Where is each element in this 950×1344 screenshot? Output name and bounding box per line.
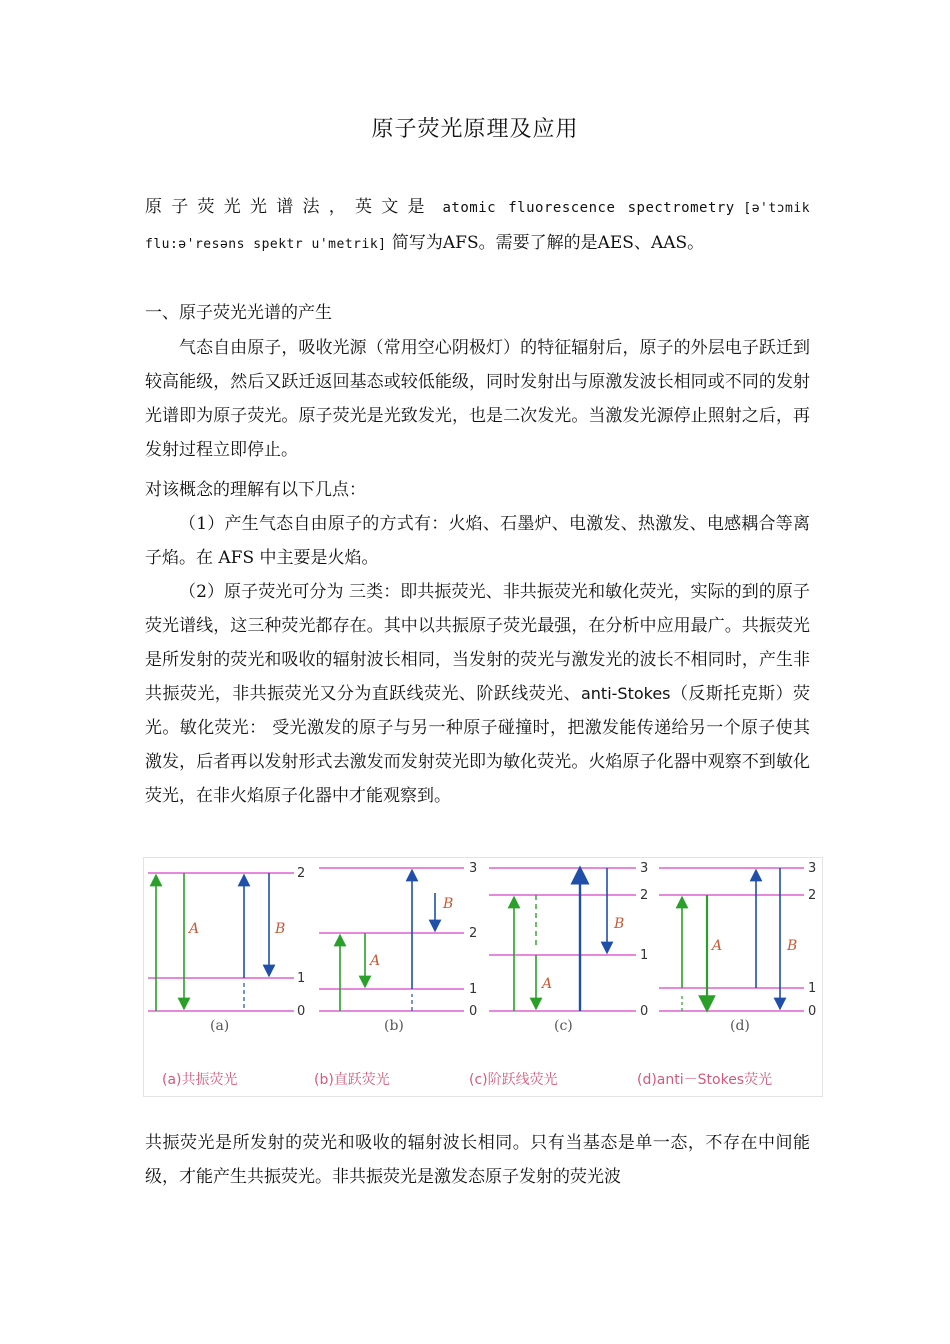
panel-caption: (c)阶跃线荧光: [469, 1072, 558, 1088]
level-label: 1: [808, 981, 817, 996]
level-label: 1: [297, 971, 306, 986]
panel-sub-label: (a): [210, 1018, 230, 1034]
panel-sub-label: (d): [730, 1018, 750, 1034]
paragraph-points-intro: 对该概念的理解有以下几点：: [145, 480, 366, 500]
level-label: 0: [640, 1004, 649, 1019]
panel-caption: (d)anti－Stokes荧光: [637, 1072, 773, 1088]
label-b: B: [787, 938, 798, 954]
fluorescence-diagram: [143, 857, 823, 1097]
label-b: B: [443, 896, 454, 912]
panel-sub-label: (b): [384, 1018, 404, 1034]
level-label: 2: [808, 888, 817, 903]
intro-english: atomic fluorescence spectrometry: [442, 200, 735, 216]
label-a: A: [542, 976, 553, 992]
point2-part-a: （2）原子荧光可分为 三类：即共振荧光、非共振荧光和敏化荧光，实际的到的原子荧光谱线，这三种荧光都存在。其中以共振原子荧光最强，在分析中应用最广。共振荧光是所发射的荧光和吸收的辐射波长相同，当发射的荧光与激发光的波长不相同时，产生非共振荧光，非共振荧光又分为直跃线荧光、阶跃线荧光、: [145, 582, 810, 704]
level-label: 1: [640, 948, 649, 963]
level-label: 0: [469, 1004, 478, 1019]
section-heading: 一、原子荧光光谱的产生: [145, 303, 332, 323]
label-a: A: [370, 953, 381, 969]
panel-d: [637, 861, 816, 1088]
intro-tail: 简写为AFS。需要了解的是AES、AAS。: [391, 233, 705, 253]
level-label: 2: [297, 866, 306, 881]
paragraph-definition: 气态自由原子，吸收光源（常用空心阴极灯）的特征辐射后，原子的外层电子跃迁到较高能级，然后又跃迁返回基态或较低能级，同时发射出与原激发波长相同或不同的发射光谱即为原子荧光。原子荧光是光致发光，也是二次发光。当激发光源停止照射之后，再发射过程立即停止。: [145, 338, 810, 460]
level-label: 0: [808, 1004, 817, 1019]
page-title: 原子荧光原理及应用: [371, 117, 579, 142]
intro-phonetic: [ə'tɔmik flu:ə'resəns spektr u'metrik]: [145, 201, 811, 252]
label-b: B: [275, 921, 286, 937]
level-label: 3: [469, 861, 478, 876]
point2-part-c: （反斯托克斯）荧光。敏化荧光： 受光激发的原子与另一种原子碰撞时，把激发能传递给另一个原子使其激发，后者再以发射形式去激发而发射荧光即为敏化荧光。火焰原子化器中观察不到敏化荧光，在非火焰原子化器中才能观察到。: [145, 684, 811, 806]
label-b: B: [614, 916, 625, 932]
label-a: A: [189, 921, 200, 937]
level-label: 2: [469, 926, 478, 941]
intro-lead: 原子荧光光谱法，英文是: [145, 197, 434, 217]
paragraph-resonance: 共振荧光是所发射的荧光和吸收的辐射波长相同。只有当基态是单一态，不存在中间能级，才能产生共振荧光。非共振荧光是激发态原子发射的荧光波: [145, 1133, 810, 1187]
point2-anti-stokes: anti-Stokes: [580, 684, 671, 703]
label-a: A: [712, 938, 723, 954]
panel-caption: (b)直跃荧光: [314, 1072, 390, 1088]
level-label: 1: [469, 982, 478, 997]
panel-c: [469, 861, 648, 1088]
panel-sub-label: (c): [554, 1018, 573, 1034]
intro-paragraph: [145, 190, 810, 262]
panel-b: [314, 861, 477, 1088]
energy-level-svg: [144, 858, 822, 1096]
level-label: 3: [640, 861, 649, 876]
panel-a: [148, 866, 305, 1088]
level-label: 3: [808, 861, 817, 876]
paragraph-point-1: （1）产生气态自由原子的方式有：火焰、石墨炉、电激发、热激发、电感耦合等离子焰。在 AFS 中主要是火焰。: [145, 514, 810, 568]
level-label: 2: [640, 888, 649, 903]
level-label: 0: [297, 1004, 306, 1019]
paragraph-point-2: [145, 575, 810, 813]
panel-caption: (a)共振荧光: [162, 1072, 238, 1088]
